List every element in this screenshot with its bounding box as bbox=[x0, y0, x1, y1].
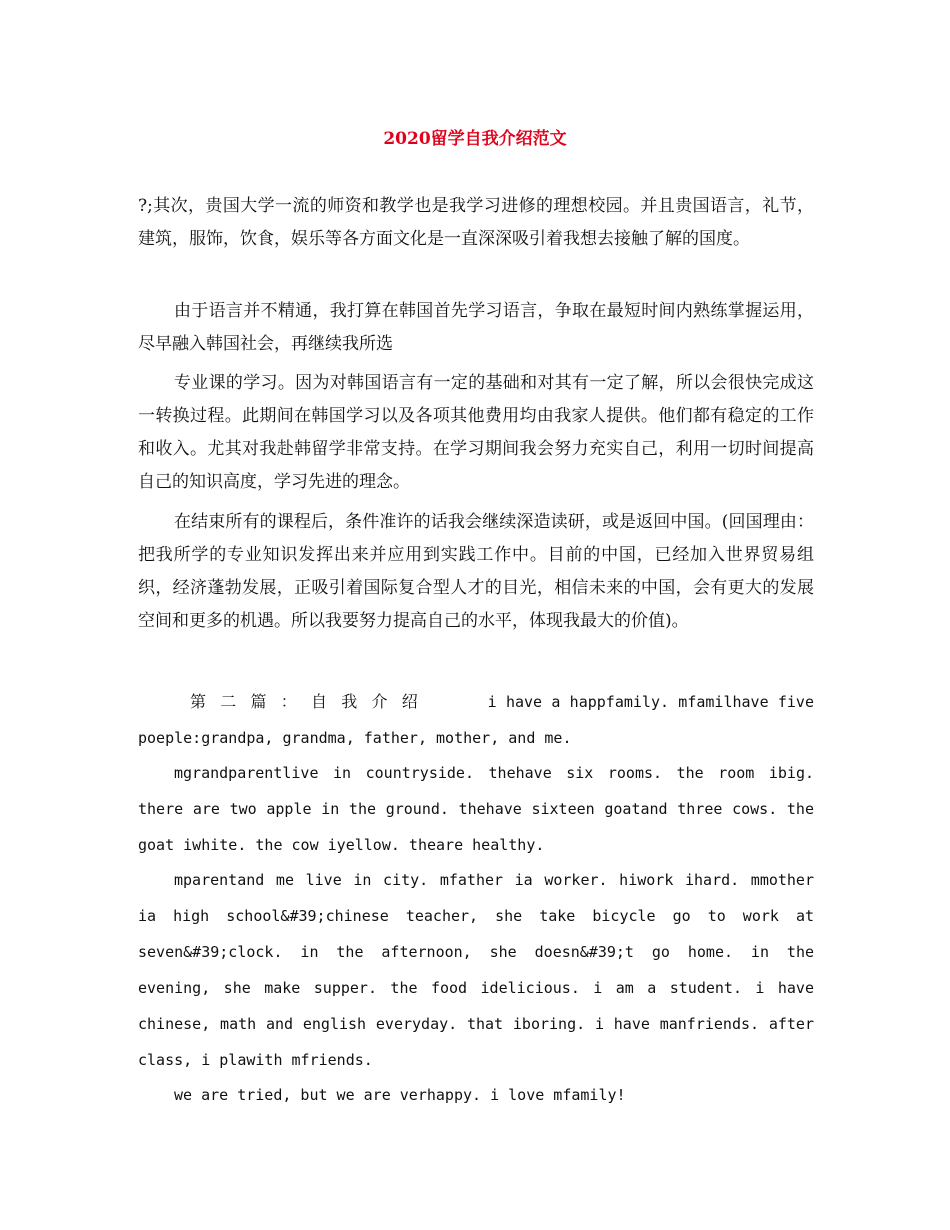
second-article-heading: 第二篇：自我介绍 bbox=[190, 692, 432, 711]
paragraph-2: 由于语言并不精通，我打算在韩国首先学习语言，争取在最短时间内熟练掌握运用，尽早融入韩国社会，再继续我所选 bbox=[138, 301, 814, 354]
paragraph-en-1: i have a happfamily. mfamilhave five poeple:grandpa, grandma, father, mother, and me. bbox=[138, 693, 814, 747]
paragraph-1: ?;其次，贵国大学一流的师资和教学也是我学习进修的理想校园。并且贵国语言，礼节，建筑，服饰，饮食，娱乐等各方面文化是一直深深吸引着我想去接触了解的国度。 bbox=[138, 196, 814, 249]
paragraph-en-4: we are tried, but we are verhappy. i love mfamily! bbox=[174, 1086, 626, 1104]
paragraph-en-2: mgrandparentlive in countryside. thehave six rooms. the room ibig. there are two apple in the ground. thehave sixteen goatand three cows. the goat iwhite. the cow iyellow. theare healthy. bbox=[138, 764, 814, 854]
document-title: 2020留学自我介绍范文 bbox=[383, 129, 567, 149]
paragraph-en-3: mparentand me live in city. mfather ia worker. hiwork ihard. mmother ia high school&#39;chinese teacher, she take bicycle go to work at seven&#39;clock. in the afternoon, she doesn&#39;t go home. in the evening, she make supper. the food idelicious. i am a student. i have chinese, math and english everyday. that iboring. i have manfriends. after class, i plawith mfriends. bbox=[138, 871, 814, 1069]
second-article-intro bbox=[138, 684, 814, 756]
paragraph-3: 专业课的学习。因为对韩国语言有一定的基础和对其有一定了解，所以会很快完成这一转换过程。此期间在韩国学习以及各项其他费用均由我家人提供。他们都有稳定的工作和收入。尤其对我赴韩留学非常支持。在学习期间我会努力充实自己，利用一切时间提高自己的知识高度，学习先进的理念。 bbox=[138, 373, 814, 492]
paragraph-4: 在结束所有的课程后，条件准许的话我会继续深造读研，或是返回中国。(回国理由：把我所学的专业知识发挥出来并应用到实践工作中。目前的中国，已经加入世界贸易组织，经济蓬勃发展，正吸引着国际复合型人才的目光，相信未来的中国，会有更大的发展空间和更多的机遇。所以我要努力提高自己的水平，体现我最大的价值)。 bbox=[138, 512, 814, 631]
